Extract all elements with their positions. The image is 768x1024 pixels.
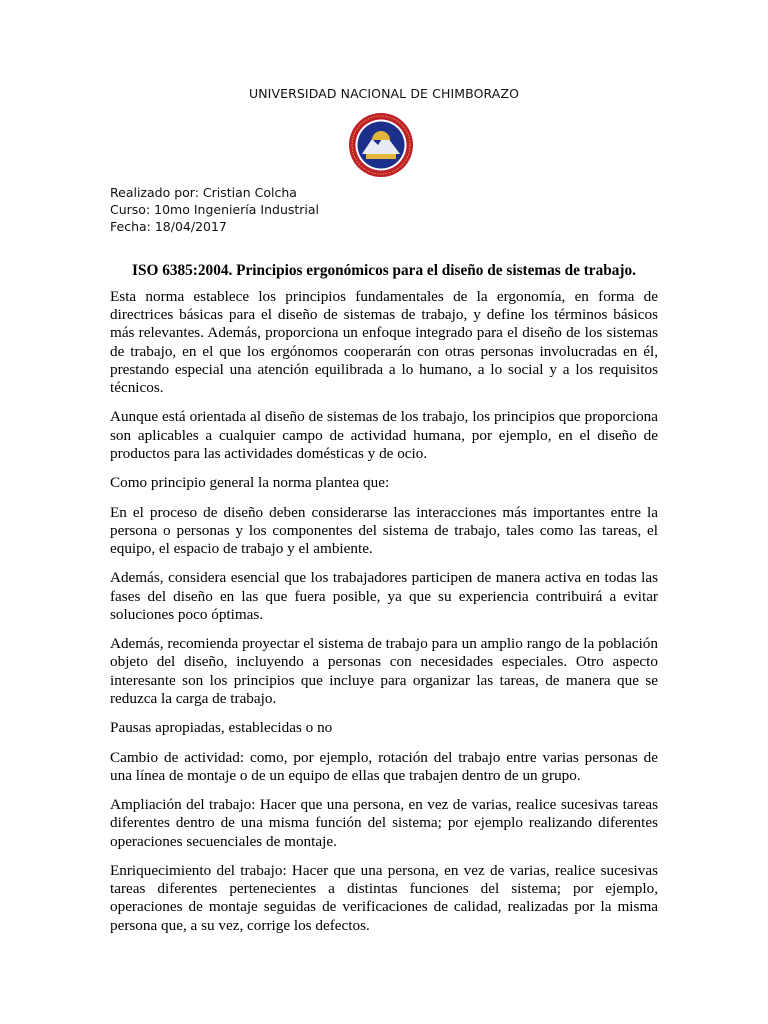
paragraph: Además, considera esencial que los trabajadores participen de manera activa en todas las fases del diseño en las que fuera posible, ya que su experiencia contribuirá a evitar soluciones poco óptimas. bbox=[110, 569, 658, 623]
paragraph: Enriquecimiento del trabajo: Hacer que una persona, en vez de varias, realice sucesivas tareas diferentes pertenecientes a distintas funciones del sistema; por ejemplo, operaciones de montaje seguidas de verificaciones de calidad, realizadas por la misma persona que, a su vez, corrige los defectos. bbox=[110, 861, 658, 934]
paragraph: Aunque está orientada al diseño de sistemas de los trabajo, los principios que proporciona son aplicables a cualquier campo de actividad humana, por ejemplo, en el diseño de productos para las actividades domésticas y de ocio. bbox=[110, 408, 658, 462]
date-line: Fecha: 18/04/2017 bbox=[110, 219, 227, 234]
university-seal-icon bbox=[348, 112, 414, 178]
course-line: Curso: 10mo Ingeniería Industrial bbox=[110, 202, 320, 217]
paragraph: En el proceso de diseño deben considerarse las interacciones más importantes entre la persona o personas y los componentes del sistema de trabajo, tales como las tareas, el equipo, el espacio de trabajo y el ambiente. bbox=[110, 503, 658, 557]
university-name: UNIVERSIDAD NACIONAL DE CHIMBORAZO bbox=[248, 86, 520, 101]
paragraph: Ampliación del trabajo: Hacer que una persona, en vez de varias, realice sucesivas tareas diferentes dentro de una misma función del sistema; por ejemplo realizando diferentes operaciones secuenciales de montaje. bbox=[110, 796, 658, 850]
paragraph: Esta norma establece los principios fundamentales de la ergonomía, en forma de directrices básicas para el diseño de sistemas de trabajo, y define los términos básicos más relevantes. Además, proporciona un enfoque integrado para el diseño de los sistemas de trabajo, en el que los ergónomos cooperarán con otras personas involucradas en él, prestando especial una atención equilibrada a lo humano, a lo social y a los requisitos técnicos. bbox=[110, 288, 658, 397]
author-line: Realizado por: Cristian Colcha bbox=[110, 185, 297, 200]
document-meta bbox=[110, 184, 319, 235]
paragraph: Cambio de actividad: como, por ejemplo, rotación del trabajo entre varias personas de una línea de montaje o de un equipo de ellas que trabajen dentro de un grupo. bbox=[110, 748, 658, 784]
seal-banner bbox=[366, 154, 396, 159]
document-title: ISO 6385:2004. Principios ergonómicos para el diseño de sistemas de trabajo. bbox=[132, 262, 636, 279]
paragraph: Además, recomienda proyectar el sistema de trabajo para un amplio rango de la población objeto del diseño, incluyendo a personas con necesidades especiales. Otro aspecto interesante son los principios que incluye para organizar las tareas, de manera que se reduzca la carga de trabajo. bbox=[110, 635, 658, 707]
paragraph: Pausas apropiadas, establecidas o no bbox=[110, 719, 333, 737]
document-body bbox=[110, 288, 658, 946]
paragraph: Como principio general la norma plantea que: bbox=[110, 474, 390, 492]
